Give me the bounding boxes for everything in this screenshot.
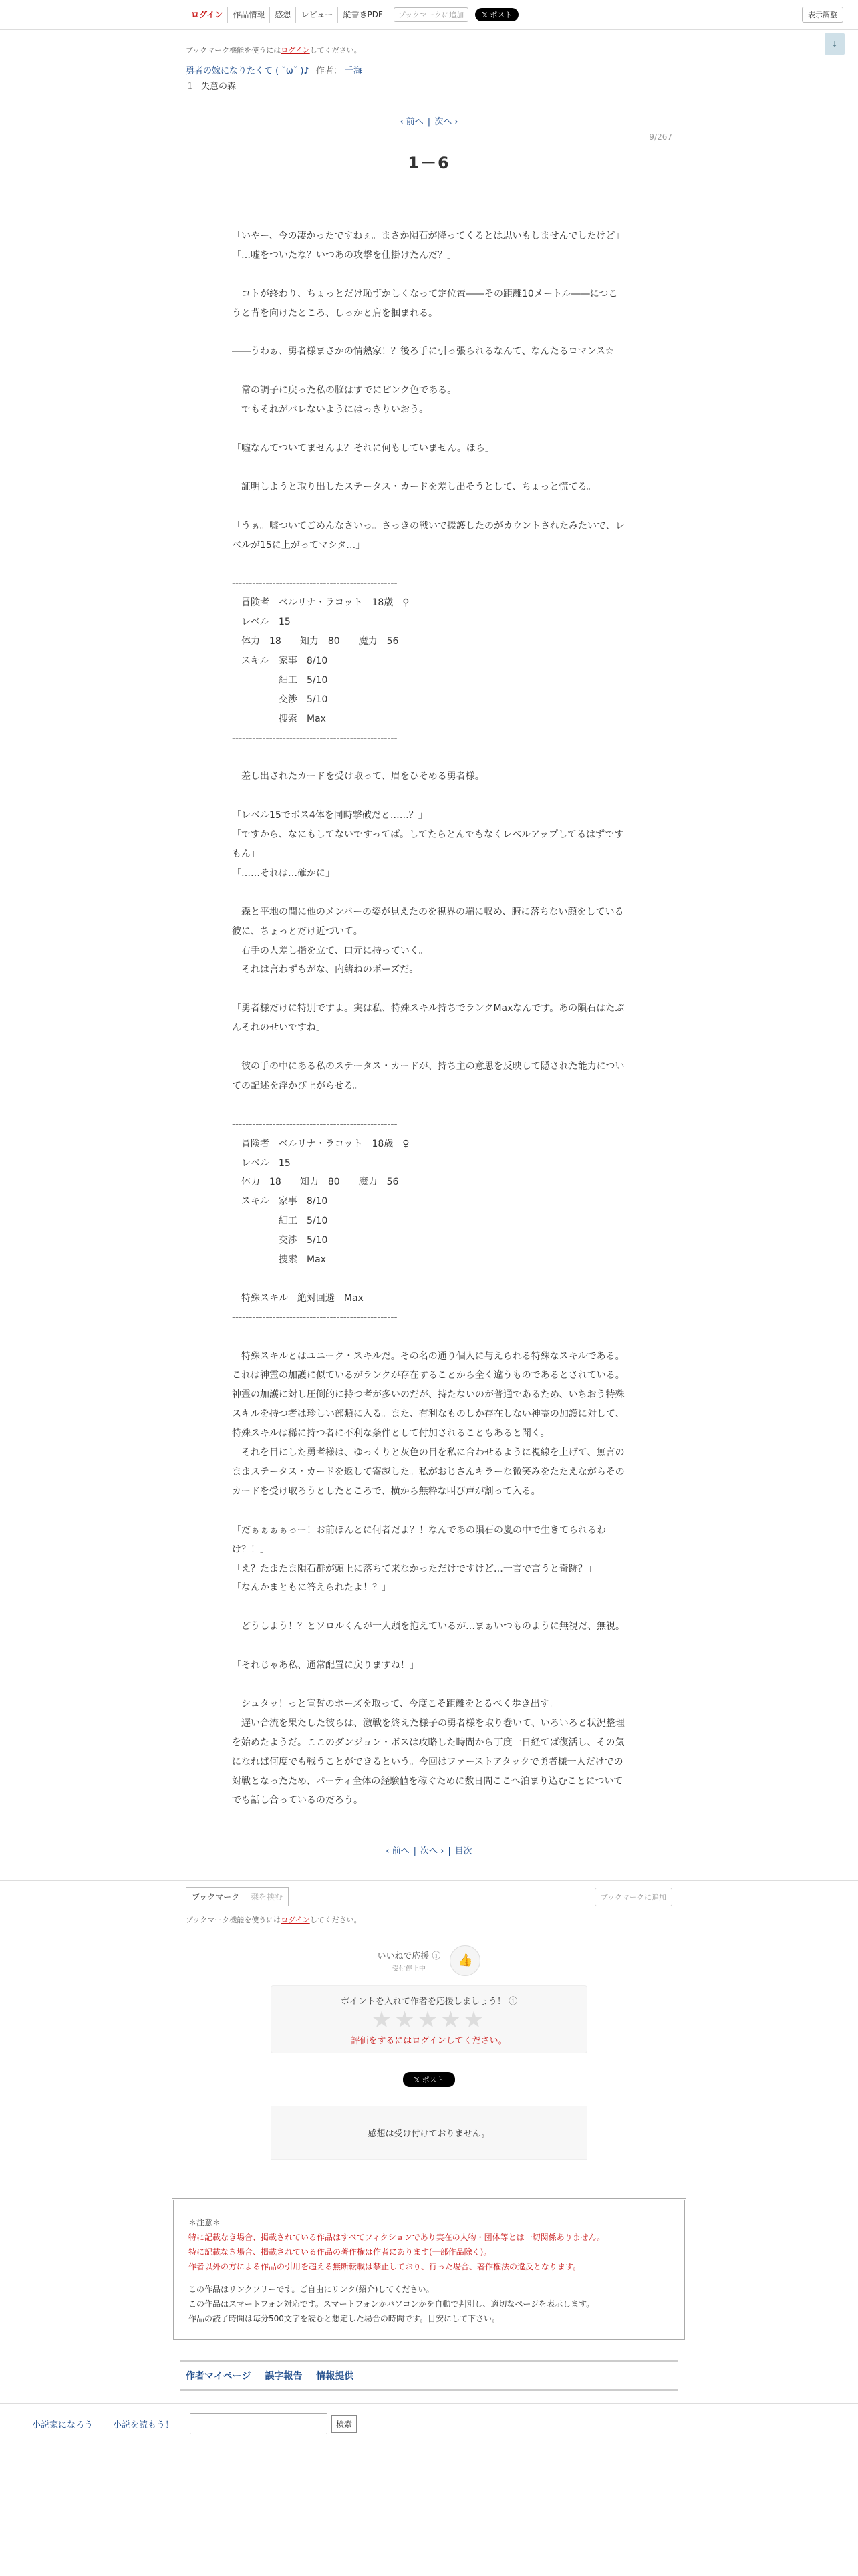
novel-paragraph: レベル 15 — [232, 617, 291, 628]
next-link[interactable]: 次へ › — [434, 117, 458, 127]
novel-body — [232, 227, 626, 1810]
bookmark-note-bottom — [186, 1914, 362, 1925]
narou-link[interactable]: 小説家になろう — [32, 2420, 94, 2430]
x-post-button-bottom[interactable]: 𝕏 ポスト — [403, 2072, 455, 2087]
bookmark-note2-post: してください。 — [309, 1916, 362, 1925]
pager-top: ‹ 前へ | 次へ › — [400, 117, 458, 127]
novel-paragraph — [232, 1270, 626, 1289]
series-line — [186, 63, 672, 76]
episode-title: 1－6 — [408, 154, 450, 172]
novel-paragraph: 「いやー、今の凄かったですねぇ。まさか隕石が降ってくるとは思いもしませんでしたけど」 — [232, 231, 625, 241]
novel-paragraph: 捜索 Max — [232, 713, 326, 724]
novel-paragraph: 「……それは…確かに」 — [232, 867, 335, 879]
novel-paragraph — [232, 1598, 626, 1617]
novel-paragraph: 細工 5/10 — [232, 674, 328, 686]
add-bookmark-button-bottom[interactable]: ブックマークに追加 — [595, 1888, 672, 1906]
novel-paragraph: ------------------------------------------------- — [232, 578, 398, 589]
prev-link-bottom[interactable]: ‹ 前へ — [386, 1846, 410, 1857]
novel-paragraph: 常の調子に戻った私の脳はすでにピンク色である。 — [232, 385, 457, 396]
novel-paragraph: 体力 18 知力 80 魔力 56 — [232, 636, 399, 648]
novel-paragraph — [232, 265, 626, 285]
novel-paragraph: 交渉 5/10 — [232, 1235, 328, 1246]
novel-paragraph — [232, 883, 626, 903]
novel-paragraph: 右手の人差し指を立て、口元に持っていく。 — [232, 945, 428, 956]
novel-paragraph: 森と平地の間に他のメンバーの姿が見えたのを視界の端に収め、腑に落ちない顔をしている彼に、ちょっとだけ近づいて。 — [232, 906, 624, 937]
nav-impressions[interactable]: 感想 — [270, 7, 296, 23]
bookmark-login-link[interactable]: ログイン — [281, 46, 310, 55]
novel-paragraph: ------------------------------------------------- — [232, 1312, 398, 1323]
login-link[interactable]: ログイン — [186, 7, 228, 23]
novel-paragraph: 「なんかまともに答えられたよ！？」 — [232, 1582, 391, 1594]
notice-red-1: 特に記載なき場合、掲載されている作品はすべてフィクションであり実在の人物・団体等とは一切関係ありません。 — [188, 2233, 605, 2243]
iine-label: いいねで応援 — [377, 1951, 430, 1962]
novel-paragraph: 「ですから、なにもしてないですってば。してたらとんでもなくレベルアップしてるはずですもん」 — [232, 829, 624, 859]
novel-paragraph: 差し出されたカードを受け取って、眉をひそめる勇者様。 — [232, 771, 484, 782]
top-bar — [0, 0, 858, 30]
prev-link[interactable]: ‹ 前へ — [400, 117, 424, 127]
novel-paragraph: レベル 15 — [232, 1157, 291, 1169]
bookmark-note-post: してください。 — [309, 46, 362, 55]
novel-paragraph: スキル 家事 8/10 — [232, 1196, 328, 1207]
novel-paragraph: コトが終わり、ちょっとだけ恥ずかしくなって定位置――その距離10メートル――につこうと背を向けたところ、しっかと肩を掴まれる。 — [232, 288, 618, 319]
novel-paragraph: 証明しようと取り出したステータス・カードを差し出そうとして、ちょっと慌てる。 — [232, 481, 597, 492]
novel-paragraph — [232, 420, 626, 439]
bookmark-login-link-bottom[interactable]: ログイン — [281, 1916, 310, 1925]
notice-line-3: 作品の読了時間は毎分500文字を読むと想定した場合の時間です。目安にして下さい。 — [188, 2314, 500, 2324]
info-provide-link[interactable]: 情報提供 — [316, 2371, 354, 2382]
rating-title-text: ポイントを入れて作者を応援しましょう！ — [340, 1997, 506, 2007]
novel-paragraph — [232, 980, 626, 999]
novel-paragraph — [232, 748, 626, 767]
notice-line-1: この作品はリンクフリーです。ご自由にリンク(紹介)してください。 — [188, 2285, 434, 2295]
chapter-name: 失意の森 — [201, 82, 237, 92]
notice-head: ＊注意＊ — [188, 2218, 221, 2228]
site-footer — [0, 2403, 858, 2444]
author-mypage-link[interactable]: 作者マイページ — [186, 2371, 251, 2382]
novel-paragraph: ――うわぁ、勇者様まさかの情熱家！？後ろ手に引っ張られるなんて、なんたるロマンス☆ — [232, 346, 614, 357]
novel-paragraph — [232, 323, 626, 343]
series-title-link[interactable]: 勇者の嫁になりたくて ( ˘ω˘ )♪ — [186, 66, 309, 76]
novel-paragraph: 特殊スキル 絶対回避 Max — [232, 1292, 364, 1304]
add-bookmark-button[interactable]: ブックマークに追加 — [394, 7, 468, 22]
nav-vertical-pdf[interactable]: 縦書きPDF — [338, 7, 388, 23]
novel-paragraph: 冒険者 ベルリナ・ラコット 18歳 ♀ — [232, 597, 410, 609]
nav-review[interactable]: レビュー — [296, 7, 338, 23]
thumbs-up-icon: 👍 — [450, 1945, 480, 1976]
novel-paragraph: 「うぁ。嘘ついてごめんなさいっ。さっきの戦いで援護したのがカウントされたみたいで、レベルが15に上がってマシタ…」 — [232, 520, 625, 551]
search-input[interactable] — [190, 2413, 327, 2434]
novel-paragraph: 細工 5/10 — [232, 1215, 328, 1227]
novel-paragraph: 捜索 Max — [232, 1254, 326, 1266]
iine-label-group: いいねで応援 ⓘ 受付停止中 — [377, 1951, 441, 1973]
novel-paragraph — [232, 1038, 626, 1057]
search-button[interactable]: 検索 — [331, 2415, 357, 2433]
notice-red-2: 特に記載なき場合、掲載されている作品の著作権は作者にあります(一部作品除く)。 — [188, 2247, 492, 2257]
novel-paragraph: スキル 家事 8/10 — [232, 655, 328, 666]
novel-paragraph — [232, 1096, 626, 1115]
novel-paragraph: 「レベル15でボス4体を同時撃破だと……？」 — [232, 810, 428, 821]
iine-status: 受付停止中 — [392, 1965, 426, 1973]
novel-paragraph — [232, 1501, 626, 1521]
notice-red-3: 作者以外の方による作品の引用を超える無断転載は禁止しており、行った場合、著作権法の違反となります。 — [188, 2262, 581, 2272]
novel-paragraph: 「え？たまたま隕石群が頭上に落ちて来なかっただけですけど…一言で言うと奇跡？」 — [232, 1563, 597, 1574]
novel-paragraph — [232, 1328, 626, 1347]
bookmark-bar — [0, 1880, 858, 1925]
toc-link[interactable]: 目次 — [454, 1846, 472, 1857]
novel-paragraph: 特殊スキルとはユニーク・スキルだ。その名の通り個人に与えられる特殊なスキルである。これは神霊の加護に似ているがランクが存在することから全く違うものであるとされている。神霊の加護に対し圧倒的に持つ者が多いのだが、持たないのが普通であるため、いちおう特殊スキルを持つ者は珍しい部類に入る。また、有利なものしか存在しない神霊の加護に対して、特殊スキルは稀に持つ者に不利な条件として付加されることもあると聞く。 — [232, 1350, 625, 1439]
novel-paragraph — [232, 1675, 626, 1695]
rating-stars[interactable]: ★★★★★ — [371, 2007, 487, 2034]
novel-paragraph — [232, 1636, 626, 1656]
display-settings-button[interactable]: 表示調整 — [802, 7, 843, 23]
bookmark-note — [186, 45, 672, 55]
novel-paragraph: シュタッ！っと宣誓のポーズを取って、今度こそ距離をとるべく歩き出す。 — [232, 1698, 558, 1709]
nav-work-info[interactable]: 作品情報 — [228, 7, 270, 23]
author-link[interactable]: 千海 — [345, 66, 363, 76]
novel-paragraph: どうしよう！？とソロルくんが一人頭を抱えているが…まぁいつものように無視だ、無視。 — [232, 1621, 625, 1632]
bookmark-note2-pre: ブックマーク機能を使うには — [186, 1916, 281, 1925]
novel-paragraph: それは言わずもがな、内緒ねのポーズだ。 — [232, 964, 419, 976]
bookmark-tab[interactable]: ブックマーク — [186, 1887, 245, 1906]
novel-paragraph: それを目にした勇者様は、ゆっくりと灰色の目を私に合わせるように視線を上げて、無言のままステータス・カードを返して寄越した。私がおじさんキラーな微笑みをたたえながらそのカードを受け取ろうとしたところで、横から無粋な叫び声が割って入る。 — [232, 1447, 625, 1497]
novel-paragraph — [232, 458, 626, 478]
x-post-button[interactable]: 𝕏 ポスト — [475, 8, 519, 21]
novel-paragraph: 「それじゃあ私、通常配置に戻りますね！」 — [232, 1660, 419, 1671]
novel-paragraph: 「嘘なんてついてませんよ？それに何もしていません。ほら」 — [232, 442, 494, 454]
shiori-tab[interactable]: 栞を挟む — [245, 1887, 289, 1906]
novel-paragraph — [232, 362, 626, 381]
novel-paragraph: 体力 18 知力 80 魔力 56 — [232, 1177, 399, 1188]
novel-paragraph: 「勇者様だけに特別ですよ。実は私、特殊スキル持ちでランクMaxなんです。あの隕石はたぶんそれのせいですね」 — [232, 1003, 625, 1034]
novel-paragraph: 「だぁぁぁぁっー！お前ほんとに何者だよ？！なんであの隕石の嵐の中で生きてられるわけ？！」 — [232, 1524, 606, 1555]
novel-paragraph: でもそれがバレないようにはっきりいおう。 — [232, 404, 428, 416]
next-link-bottom[interactable]: 次へ › — [420, 1846, 444, 1857]
rating-title: ポイントを入れて作者を応援しましょう！ ⓘ — [340, 1997, 518, 2007]
pager-bottom: ‹ 前へ | 次へ › | 目次 — [386, 1846, 472, 1857]
novel-paragraph — [232, 786, 626, 806]
chapter-line — [186, 79, 672, 92]
rating-login-link[interactable]: 評価をするにはログインしてください。 — [351, 2036, 507, 2047]
novel-paragraph: 冒険者 ベルリナ・ラコット 18歳 ♀ — [232, 1138, 410, 1149]
novel-paragraph — [232, 497, 626, 517]
novel-paragraph: ------------------------------------------------- — [232, 1119, 398, 1130]
footer-links — [180, 2360, 678, 2391]
notice-line-2: この作品はスマートフォン対応です。スマートフォンかパソコンかを自動で判別し、適切なページを表示します。 — [188, 2299, 595, 2309]
author-label: 作者： — [315, 66, 342, 76]
novel-paragraph: 交渉 5/10 — [232, 694, 328, 705]
notice-box — [172, 2198, 686, 2341]
iine-section — [0, 1945, 858, 1972]
scroll-arrow-icon[interactable]: ↓ — [825, 33, 845, 55]
novel-paragraph — [232, 555, 626, 574]
novel-paragraph: 彼の手の中にある私のステータス・カードが、持ち主の意思を反映して隠された能力についての記述を浮かび上がらせる。 — [232, 1060, 625, 1091]
page-count: 9/267 — [649, 132, 672, 142]
rating-box — [271, 1985, 587, 2053]
novel-paragraph: ------------------------------------------------- — [232, 732, 398, 744]
yomou-link[interactable]: 小説を読もう！ — [113, 2420, 174, 2430]
chapter-number: １ — [186, 82, 195, 92]
typo-report-link[interactable]: 誤字報告 — [265, 2371, 303, 2382]
novel-paragraph: 遅い合流を果たした彼らは、激戦を終えた様子の勇者様を取り巻いて、いろいろと状況整理を始めたようだ。ここのダンジョン・ボスは攻略した時間から丁度一日経てば復活し、その気になれば何度でも戦うことができるという。今回はファーストアタックで勇者様一人だけでの対戦となったため、パーティ全体の経験値を稼ぐために数日間ここへ泊まり込むことについてでも話し合っているのだろう。 — [232, 1717, 625, 1806]
bookmark-note-pre: ブックマーク機能を使うには — [186, 46, 281, 55]
novel-paragraph: 「…嘘をついたな？いつあの攻撃を仕掛けたんだ？」 — [232, 249, 456, 261]
impressions-closed: 感想は受け付けておりません。 — [271, 2106, 587, 2160]
